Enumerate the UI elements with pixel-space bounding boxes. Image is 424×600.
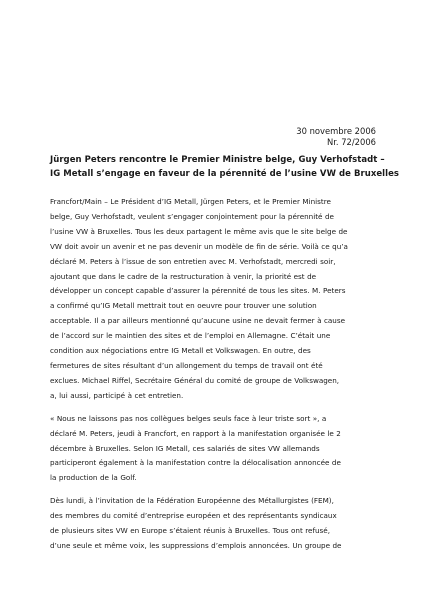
headline-line: Jürgen Peters rencontre le Premier Ministre belge, Guy Verhofstadt –	[50, 155, 385, 165]
text-line: ajoutant que dans le cadre de la restructuration à venir, la priorité est de	[50, 271, 317, 281]
text-line: belge, Guy Verhofstadt, veulent s’engager conjointement pour la pérennité de	[50, 211, 334, 221]
headline-line: IG Metall s’engage en faveur de la pérennité de l’usine VW de Bruxelles	[50, 169, 400, 179]
paragraph	[50, 494, 380, 554]
text-line: Francfort/Main – Le Président d’IG Metall, Jürgen Peters, et le Premier Ministre	[50, 197, 331, 206]
text-line: acceptable. Il a par ailleurs mentionné qu’aucune usine ne devait fermer à cause	[50, 316, 346, 326]
paragraph	[50, 412, 380, 487]
text-line: décembre à Bruxelles. Selon IG Metall, ces salariés de sites VW allemands	[50, 443, 320, 453]
text-line: déclaré M. Peters à l’issue de son entretien avec M. Verhofstadt, mercredi soir,	[50, 256, 336, 266]
text-line: a, lui aussi, participé à cet entretien.	[50, 390, 184, 400]
text-line: Dès lundi, à l’invitation de la Fédération Européenne des Métallurgistes (FEM),	[50, 496, 334, 506]
headline	[50, 153, 400, 181]
text-line: d’une seule et même voix, les suppressions d’emplois annoncées. Un groupe de	[50, 540, 342, 550]
text-line: déclaré M. Peters, jeudi à Francfort, en rapport à la manifestation organisée le 2	[50, 428, 341, 438]
text-line: de plusieurs sites VW en Europe s’étaient réunis à Bruxelles. Tous ont refusé,	[50, 526, 331, 536]
date-block	[296, 126, 376, 148]
document-number: Nr. 72/2006	[326, 137, 376, 147]
text-line: VW doit avoir un avenir et ne pas devenir un modèle de fin de série. Voilà ce qu’a	[50, 241, 348, 251]
document-date: 30 novembre 2006	[296, 126, 376, 136]
text-line: développer un concept capable d’assurer la pérennité de tous les sites. M. Peters	[50, 286, 346, 296]
text-line: « Nous ne laissons pas nos collègues belges seuls face à leur triste sort », a	[50, 413, 327, 423]
text-line: de l’accord sur le maintien des sites et de l’emploi en Allemagne. C’était une	[50, 331, 331, 341]
text-line: condition aux négociations entre IG Metall et Volkswagen. En outre, des	[50, 346, 311, 356]
paragraph	[50, 195, 380, 404]
text-line: a confirmé qu’IG Metall mettrait tout en oeuvre pour trouver une solution	[50, 301, 317, 311]
text-line: fermetures de sites résultant d’un allongement du temps de travail ont été	[50, 360, 323, 370]
text-line: participeront également à la manifestation contre la délocalisation annoncée de	[50, 458, 341, 468]
text-line: exclues. Michael Riffel, Secrétaire Général du comité de groupe de Volkswagen,	[50, 375, 340, 385]
text-line: des membres du comité d’entreprise européen et des représentants syndicaux	[50, 511, 337, 521]
document-body	[50, 195, 380, 562]
text-line: la production de la Golf.	[50, 473, 137, 483]
text-line: l’usine VW à Bruxelles. Tous les deux partagent le même avis que le site belge de	[50, 226, 348, 236]
